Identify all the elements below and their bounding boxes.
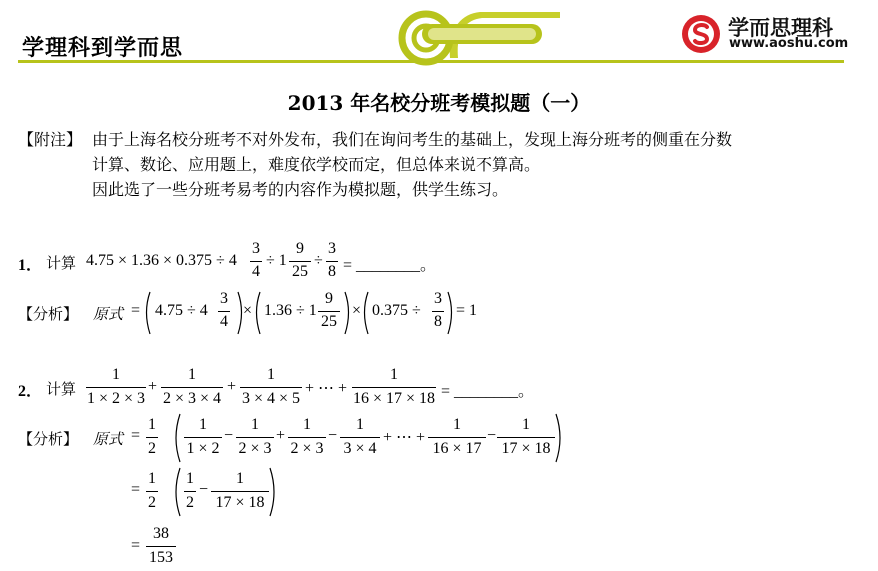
q2-e2-num: 1: [251, 416, 259, 433]
q1-prompt: 计算: [46, 254, 77, 272]
q2-e1-num: 1: [199, 416, 207, 433]
q2-plus2: +: [227, 378, 237, 395]
q2-e5-den: 16 × 17: [432, 440, 482, 457]
q1-div2: ÷: [314, 252, 323, 269]
q2-analysis-lead: 原式: [93, 430, 124, 448]
q2-e4-bar: [340, 437, 380, 438]
q2-half-den: 2: [148, 440, 156, 457]
q2-final-num: 38: [153, 525, 169, 542]
q2-e3-num: 1: [303, 416, 311, 433]
note-tag: 【附注】: [18, 130, 83, 149]
q1-tail: = ________。: [343, 257, 437, 274]
q2-l2-f2-num: 1: [236, 470, 244, 487]
q2-l2-f1-bar: [184, 491, 196, 492]
q2-line3-eq: =: [131, 537, 141, 554]
q2-t2-num: 1: [188, 366, 196, 383]
note-line-3: 因此选了一些分班考易考的内容作为模拟题，供学生练习。: [92, 180, 509, 199]
q2-t1-num: 1: [112, 366, 120, 383]
q2-final-bar: [146, 546, 176, 547]
q1-a-frac2-den: 25: [321, 313, 337, 330]
q2-plus1: +: [148, 378, 158, 395]
q1-analysis-tag: 【分析】: [18, 305, 79, 323]
brand-url: www.aoshu.com: [729, 36, 849, 51]
q1-frac3-num: 3: [328, 240, 336, 257]
q2-number: 2．: [18, 383, 43, 400]
q2-e1-den: 1 × 2: [186, 440, 220, 457]
q2-final-den: 153: [149, 549, 173, 566]
q1-a-frac1-den: 4: [220, 313, 228, 330]
q2-l2-f1-num: 1: [186, 470, 194, 487]
q1-a-frac2-num: 9: [325, 290, 333, 307]
q1-analysis-lead: 原式: [93, 305, 124, 323]
q2-l2-half-num: 1: [148, 470, 156, 487]
q1-frac1-den: 4: [252, 263, 260, 280]
q1-a-part3: 0.375 ÷: [372, 302, 421, 319]
q2-prompt: 计算: [46, 380, 77, 398]
q1-frac1-num: 3: [252, 240, 260, 257]
q2-line2-eq: =: [131, 481, 141, 498]
q1-a-part2: 1.36 ÷ 1: [264, 302, 317, 319]
q1-a-times2: ×: [352, 302, 362, 319]
q1-a-part1: 4.75 ÷ 4: [155, 302, 208, 319]
note-line-2: 计算、数论、应用题上，难度依学校而定，但总体来说不算高。: [92, 155, 541, 174]
q2-t4-num: 1: [390, 366, 398, 383]
q2-e3-den: 2 × 3: [290, 440, 324, 457]
q2-dots: + ⋯ +: [305, 380, 348, 397]
q2-l2-f2-bar: [211, 491, 269, 492]
q2-minus3: −: [487, 427, 497, 444]
q2-analysis-tag: 【分析】: [18, 430, 79, 448]
q1-expr: 4.75 × 1.36 × 0.375 ÷ 4: [86, 252, 237, 269]
q1-a-frac3-den: 8: [434, 313, 442, 330]
q2-l2-half-bar: [146, 491, 158, 492]
q1-a-frac1-num: 3: [220, 290, 228, 307]
q2-half-num: 1: [148, 416, 156, 433]
q2-t3-den: 3 × 4 × 5: [241, 390, 301, 407]
q2-l2-f2-den: 17 × 18: [215, 494, 265, 511]
q2-minus2: −: [328, 427, 338, 444]
q2-analysis-eq: =: [131, 427, 141, 444]
q2-minus1: −: [224, 427, 234, 444]
q2-t3-num: 1: [267, 366, 275, 383]
note-line-1: 由于上海名校分班考不对外发布，我们在询问考生的基础上，发现上海分班考的侧重在分数: [92, 130, 733, 149]
document-title: 2013 年名校分班考模拟题（一）: [287, 91, 591, 115]
header-title: 学理科到学而思: [22, 36, 184, 61]
q2-e6-den: 17 × 18: [501, 440, 551, 457]
brand-name: 学而思理科: [728, 16, 833, 40]
q1-number: 1．: [18, 257, 43, 274]
q1-a-frac3-num: 3: [434, 290, 442, 307]
q2-e6-num: 1: [522, 416, 530, 433]
q2-e3-bar: [288, 437, 326, 438]
q2-dots-a: + ⋯ +: [383, 429, 426, 446]
q2-e2-den: 2 × 3: [238, 440, 272, 457]
q2-l2-f1-den: 2: [186, 494, 194, 511]
q2-t2-den: 2 × 3 × 4: [162, 390, 222, 407]
q2-e1-bar: [184, 437, 222, 438]
q1-analysis-eq: =: [131, 302, 141, 319]
q2-e5-num: 1: [453, 416, 461, 433]
q2-e4-den: 3 × 4: [343, 440, 377, 457]
q2-e2-bar: [236, 437, 274, 438]
q2-l2-half-den: 2: [148, 494, 156, 511]
q1-div1: ÷ 1: [266, 252, 287, 269]
q1-frac2-den: 25: [292, 263, 308, 280]
q1-a-result: = 1: [456, 302, 478, 319]
q1-frac3-den: 8: [328, 263, 336, 280]
q2-plus-a: +: [276, 427, 286, 444]
q2-e5-bar: [428, 437, 486, 438]
q2-l2-minus: −: [199, 481, 209, 498]
q1-a-times1: ×: [243, 302, 253, 319]
q2-t4-den: 16 × 17 × 18: [352, 390, 436, 407]
q2-e6-bar: [497, 437, 555, 438]
q1-frac2-num: 9: [296, 240, 304, 257]
q2-t1-den: 1 × 2 × 3: [86, 390, 146, 407]
q2-tail: = ________。: [441, 383, 535, 400]
q2-e4-num: 1: [356, 416, 364, 433]
